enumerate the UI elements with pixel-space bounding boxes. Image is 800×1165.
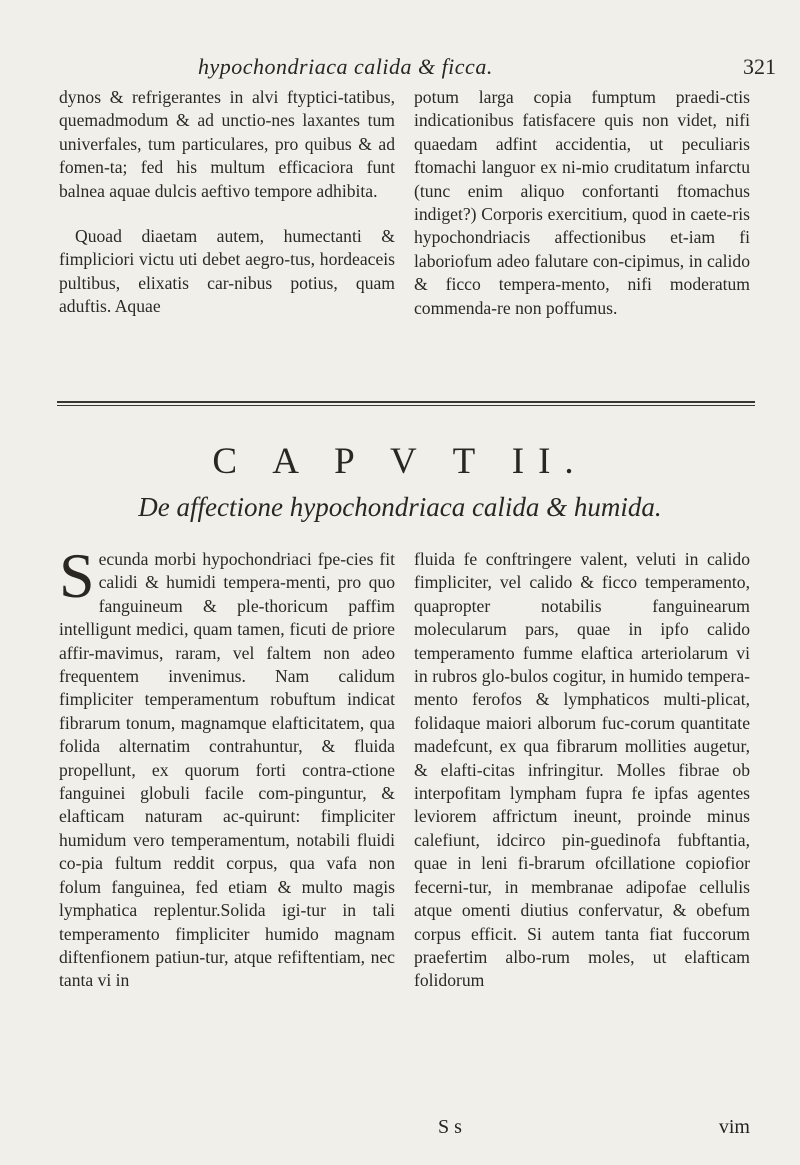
page-number: 321 bbox=[743, 54, 776, 79]
top-right-column bbox=[414, 86, 750, 320]
paragraph: dynos & refrigerantes in alvi ftyptici-tatibus, quemadmodum & ad unctio-nes laxantes tum univerfales, tum particulares, pro quibus & ad fomen-ta; fed his multum efficaciora funt balnea aquae dulcis aeftivo tempore adhibita. bbox=[59, 87, 395, 201]
chapter-heading: C A P V T II. bbox=[212, 441, 588, 482]
signature-mark: S s bbox=[438, 1116, 462, 1138]
paragraph: fluida fe conftringere valent, veluti in calido fimpliciter, vel calido & ficco temperamento, quapropter notabilis fanguinearum molecularum pars, quae in ipfo calido temperamento fumme elaftica arteriolarum vi in rubros glo-bulos cogitur, in humido tempera-mento ferofos & lymphaticos multi-plicat, folidaque maiori alborum fuc-corum quantitate madefcunt, ex qua fibrarum mollities augetur, & elafti-citas infringitur. Molles fibrae ob interpofitam lympham fupra fe ipfas agentes leviorem affrictum ineunt, proinde minus calefiunt, idcirco pin-guedinofa fubftantia, quae in leni fi-brarum ofcillatione copiofior fecerni-tur, in membranae adipofae cellulis atque omenti diutius confervatur, & obefum corpus efficit. Si autem tanta fiat fuccorum praefertim albo-rum moles, ut elafticam folidorum bbox=[414, 549, 750, 991]
top-left-column bbox=[59, 86, 395, 319]
drop-cap: S bbox=[59, 540, 95, 611]
running-head-title: hypochondriaca calida & ficca. bbox=[198, 54, 493, 79]
paragraph: Quoad diaetam autem, humectanti & fimpliciori victu uti debet aegro-tus, hordeaceis pultibus, elixatis car-nibus potius, quam aduftis. Aquae bbox=[59, 226, 395, 317]
bottom-right-column bbox=[414, 548, 750, 993]
paragraph-text: ecunda morbi hypochondriaci fpe-cies fit calidi & humidi tempera-menti, pro quo fanguineum & ple-thoricum paffim intelligunt medici, quam tamen, ficuti de priore affir-mavimus, raram, vel faltem non adeo frequentem invenimus. Nam calidum fimpliciter temperamentum robuftum indicat fibrarum tonum, magnamque elafticitatem, qua folida alternatim contrahuntur, & fluida propellunt, ex quorum forti contra-ctione fanguinei globuli facile com-pinguntur, & elafticam naturam ac-quirunt: fimpliciter humidum vero temperamentum, notabili fluidi co-pia fultum reddit corpus, qua vafa non folum fanguinea, fed etiam & multo magis lymphatica replentur.Solida igi-tur in tali temperamento fimpliciter humido magnam diftenfionem patiun-tur, atque refiftentiam, nec tanta vi in bbox=[59, 549, 395, 991]
section-divider bbox=[57, 401, 755, 406]
running-head bbox=[0, 40, 800, 80]
catchword: vim bbox=[718, 1116, 750, 1138]
paragraph: potum larga copia fumptum praedi-ctis indicationibus fatisfacere quis non videt, nifi quaedam adfint accidentia, ut peculiaris ftomachi languor ex ni-mio cruditatum infarctu (tunc enim aliquo confortanti ftomachus indiget?) Corporis exercitium, quod in caete-ris hypochondriacis affectionibus et-iam fi laboriofum adeo falutare con-cipimus, in calido & ficco tempera-mento, nifi moderatum commenda-re non poffumus. bbox=[414, 87, 750, 318]
bottom-left-column bbox=[59, 540, 395, 993]
page-footer bbox=[414, 1116, 750, 1142]
paragraph bbox=[59, 540, 395, 993]
chapter-subtitle: De affectione hypochondriaca calida & humida. bbox=[138, 492, 662, 522]
